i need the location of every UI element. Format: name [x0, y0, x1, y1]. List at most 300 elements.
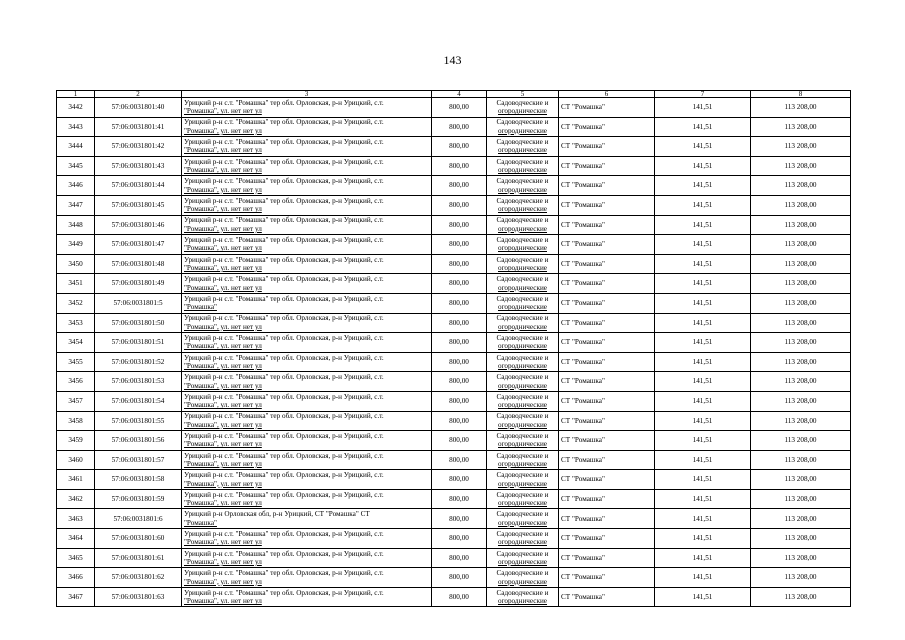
address-line-2: "Ромашка", ул. нет нет ул: [184, 283, 262, 292]
area-cell: 800,00: [432, 470, 487, 490]
land-use-line-2: огороднические: [498, 538, 547, 547]
owner-cell: СТ "Ромашка": [559, 117, 655, 137]
owner-cell: СТ "Ромашка": [559, 529, 655, 549]
land-use-line-2: огороднические: [498, 224, 547, 233]
rate-cell: 141,51: [655, 372, 751, 392]
address-cell: [182, 548, 432, 568]
row-number-cell: 3459: [57, 431, 95, 451]
table-row: [57, 391, 851, 411]
address-cell: [182, 117, 432, 137]
land-use-cell: [487, 98, 559, 118]
row-number-cell: 3442: [57, 98, 95, 118]
land-use-line-1: Садоводческие и: [496, 216, 549, 225]
address-cell: [182, 254, 432, 274]
cadastral-number-cell: 57:06:0031801:60: [95, 529, 182, 549]
area-cell: 800,00: [432, 352, 487, 372]
land-use-line-2: огороднические: [498, 322, 547, 331]
land-use-cell: [487, 235, 559, 255]
area-cell: 800,00: [432, 176, 487, 196]
address-line-1: Урицкий р-н с.т. "Ромашка" тер обл. Орловская, р-н Урицкий, с.т.: [184, 588, 384, 597]
land-use-line-1: Садоводческие и: [496, 118, 549, 127]
address-line-2: "Ромашка", ул. нет нет ул: [184, 322, 262, 331]
value-cell: 113 208,00: [751, 176, 851, 196]
table-body: [57, 98, 851, 607]
rate-cell: 141,51: [655, 215, 751, 235]
cadastral-number-cell: 57:06:0031801:56: [95, 431, 182, 451]
owner-cell: СТ "Ромашка": [559, 372, 655, 392]
land-use-cell: [487, 450, 559, 470]
table-row: [57, 411, 851, 431]
rate-cell: 141,51: [655, 548, 751, 568]
cadastral-number-cell: 57:06:0031801:63: [95, 587, 182, 607]
table-row: [57, 529, 851, 549]
address-line-2: "Ромашка", ул. нет нет ул: [184, 401, 262, 410]
rate-cell: 141,51: [655, 587, 751, 607]
address-cell: [182, 235, 432, 255]
value-cell: 113 208,00: [751, 333, 851, 353]
rate-cell: 141,51: [655, 352, 751, 372]
value-cell: 113 208,00: [751, 313, 851, 333]
address-cell: [182, 274, 432, 294]
address-line-2: "Ромашка", ул. нет нет ул: [184, 244, 262, 253]
address-cell: [182, 411, 432, 431]
land-use-line-1: Садоводческие и: [496, 471, 549, 480]
value-cell: 113 208,00: [751, 587, 851, 607]
land-use-line-1: Садоводческие и: [496, 549, 549, 558]
land-use-line-2: огороднические: [498, 479, 547, 488]
cadastral-number-cell: 57:06:0031801:42: [95, 137, 182, 157]
land-use-cell: [487, 391, 559, 411]
row-number-cell: 3464: [57, 529, 95, 549]
rate-cell: 141,51: [655, 568, 751, 588]
area-cell: 800,00: [432, 568, 487, 588]
owner-cell: СТ "Ромашка": [559, 431, 655, 451]
land-use-line-2: огороднические: [498, 597, 547, 606]
area-cell: 800,00: [432, 156, 487, 176]
table-row: [57, 568, 851, 588]
value-cell: 113 208,00: [751, 137, 851, 157]
land-use-line-1: Садоводческие и: [496, 294, 549, 303]
land-use-cell: [487, 587, 559, 607]
area-cell: 800,00: [432, 98, 487, 118]
land-use-line-1: Садоводческие и: [496, 412, 549, 421]
address-line-2: "Ромашка", ул. нет нет ул: [184, 264, 262, 273]
row-number-cell: 3445: [57, 156, 95, 176]
value-cell: 113 208,00: [751, 98, 851, 118]
owner-cell: СТ "Ромашка": [559, 587, 655, 607]
column-header: 1: [57, 91, 95, 98]
rate-cell: 141,51: [655, 313, 751, 333]
rate-cell: 141,51: [655, 117, 751, 137]
table-row: [57, 156, 851, 176]
address-line-2: "Ромашка", ул. нет нет ул: [184, 224, 262, 233]
land-use-line-2: огороднические: [498, 283, 547, 292]
address-line-2: "Ромашка", ул. нет нет ул: [184, 538, 262, 547]
column-header: 7: [655, 91, 751, 98]
row-number-cell: 3455: [57, 352, 95, 372]
address-line-1: Урицкий р-н с.т. "Ромашка" тер обл. Орловская, р-н Урицкий, с.т.: [184, 471, 384, 480]
area-cell: 800,00: [432, 274, 487, 294]
land-use-line-2: огороднические: [498, 440, 547, 449]
address-cell: [182, 195, 432, 215]
rate-cell: 141,51: [655, 411, 751, 431]
owner-cell: СТ "Ромашка": [559, 293, 655, 313]
row-number-cell: 3458: [57, 411, 95, 431]
cadastral-number-cell: 57:06:0031801:51: [95, 333, 182, 353]
owner-cell: СТ "Ромашка": [559, 176, 655, 196]
table-row: [57, 548, 851, 568]
land-use-line-1: Садоводческие и: [496, 236, 549, 245]
address-line-2: "Ромашка", ул. нет нет ул: [184, 459, 262, 468]
owner-cell: СТ "Ромашка": [559, 509, 655, 529]
address-cell: [182, 333, 432, 353]
land-use-cell: [487, 509, 559, 529]
column-number-row: [57, 91, 851, 98]
address-line-2: "Ромашка", ул. нет нет ул: [184, 577, 262, 586]
value-cell: 113 208,00: [751, 235, 851, 255]
owner-cell: СТ "Ромашка": [559, 352, 655, 372]
column-header: 8: [751, 91, 851, 98]
rate-cell: 141,51: [655, 98, 751, 118]
land-use-line-1: Садоводческие и: [496, 275, 549, 284]
cadastral-number-cell: 57:06:0031801:61: [95, 548, 182, 568]
land-use-line-2: огороднические: [498, 557, 547, 566]
land-use-line-2: огороднические: [498, 126, 547, 135]
land-use-line-1: Садоводческие и: [496, 353, 549, 362]
row-number-cell: 3451: [57, 274, 95, 294]
row-number-cell: 3448: [57, 215, 95, 235]
value-cell: 113 208,00: [751, 470, 851, 490]
rate-cell: 141,51: [655, 391, 751, 411]
owner-cell: СТ "Ромашка": [559, 235, 655, 255]
table-row: [57, 587, 851, 607]
area-cell: 800,00: [432, 117, 487, 137]
land-use-cell: [487, 117, 559, 137]
land-use-line-1: Садоводческие и: [496, 529, 549, 538]
rate-cell: 141,51: [655, 431, 751, 451]
address-line-1: Урицкий р-н с.т. "Ромашка" тер обл. Орловская, р-н Урицкий, с.т.: [184, 353, 384, 362]
address-line-1: Урицкий р-н с.т. "Ромашка" тер обл. Орловская, р-н Урицкий, с.т.: [184, 549, 384, 558]
area-cell: 800,00: [432, 215, 487, 235]
address-line-2: "Ромашка", ул. нет нет ул: [184, 499, 262, 508]
land-use-line-2: огороднические: [498, 459, 547, 468]
address-cell: [182, 137, 432, 157]
land-use-line-1: Садоводческие и: [496, 157, 549, 166]
land-use-line-2: огороднические: [498, 577, 547, 586]
land-use-cell: [487, 176, 559, 196]
value-cell: 113 208,00: [751, 274, 851, 294]
row-number-cell: 3460: [57, 450, 95, 470]
land-use-cell: [487, 470, 559, 490]
land-use-line-2: огороднические: [498, 381, 547, 390]
area-cell: 800,00: [432, 509, 487, 529]
land-use-line-1: Садоводческие и: [496, 451, 549, 460]
address-line-1: Урицкий р-н с.т. "Ромашка" тер обл. Орловская, р-н Урицкий, с.т.: [184, 157, 384, 166]
land-use-line-1: Садоводческие и: [496, 490, 549, 499]
land-use-line-1: Садоводческие и: [496, 431, 549, 440]
land-use-line-2: огороднические: [498, 146, 547, 155]
address-cell: [182, 98, 432, 118]
value-cell: 113 208,00: [751, 254, 851, 274]
owner-cell: СТ "Ромашка": [559, 137, 655, 157]
address-line-2: "Ромашка", ул. нет нет ул: [184, 597, 262, 606]
table-row: [57, 313, 851, 333]
area-cell: 800,00: [432, 195, 487, 215]
value-cell: 113 208,00: [751, 293, 851, 313]
land-use-cell: [487, 313, 559, 333]
value-cell: 113 208,00: [751, 411, 851, 431]
owner-cell: СТ "Ромашка": [559, 156, 655, 176]
value-cell: 113 208,00: [751, 568, 851, 588]
area-cell: 800,00: [432, 587, 487, 607]
row-number-cell: 3465: [57, 548, 95, 568]
land-use-line-1: Садоводческие и: [496, 255, 549, 264]
address-line-1: Урицкий р-н с.т. "Ромашка" тер обл. Орловская, р-н Урицкий, с.т.: [184, 98, 384, 107]
land-use-line-2: огороднические: [498, 342, 547, 351]
row-number-cell: 3454: [57, 333, 95, 353]
land-use-cell: [487, 195, 559, 215]
address-line-2: "Ромашка", ул. нет нет ул: [184, 557, 262, 566]
table-row: [57, 137, 851, 157]
table-row: [57, 450, 851, 470]
row-number-cell: 3461: [57, 470, 95, 490]
cadastral-number-cell: 57:06:0031801:5: [95, 293, 182, 313]
column-header: 6: [559, 91, 655, 98]
row-number-cell: 3467: [57, 587, 95, 607]
address-cell: [182, 156, 432, 176]
cadastral-number-cell: 57:06:0031801:47: [95, 235, 182, 255]
land-use-cell: [487, 352, 559, 372]
row-number-cell: 3462: [57, 489, 95, 509]
cadastral-number-cell: 57:06:0031801:45: [95, 195, 182, 215]
table-row: [57, 98, 851, 118]
land-use-line-1: Садоводческие и: [496, 334, 549, 343]
land-use-cell: [487, 548, 559, 568]
address-line-2: "Ромашка", ул. нет нет ул: [184, 146, 262, 155]
address-line-2: "Ромашка", ул. нет нет ул: [184, 166, 262, 175]
table-row: [57, 509, 851, 529]
cadastral-number-cell: 57:06:0031801:40: [95, 98, 182, 118]
value-cell: 113 208,00: [751, 391, 851, 411]
address-cell: [182, 176, 432, 196]
table-row: [57, 235, 851, 255]
row-number-cell: 3452: [57, 293, 95, 313]
rate-cell: 141,51: [655, 470, 751, 490]
address-line-1: Урицкий р-н с.т. "Ромашка" тер обл. Орловская, р-н Урицкий, с.т.: [184, 275, 384, 284]
value-cell: 113 208,00: [751, 489, 851, 509]
owner-cell: СТ "Ромашка": [559, 548, 655, 568]
land-use-line-2: огороднические: [498, 244, 547, 253]
address-line-1: Урицкий р-н с.т. "Ромашка" тер обл. Орловская, р-н Урицкий, с.т.: [184, 216, 384, 225]
column-header: 4: [432, 91, 487, 98]
area-cell: 800,00: [432, 293, 487, 313]
owner-cell: СТ "Ромашка": [559, 450, 655, 470]
value-cell: 113 208,00: [751, 450, 851, 470]
rate-cell: 141,51: [655, 274, 751, 294]
land-use-line-2: огороднические: [498, 185, 547, 194]
cadastral-number-cell: 57:06:0031801:44: [95, 176, 182, 196]
cadastral-number-cell: 57:06:0031801:57: [95, 450, 182, 470]
address-cell: [182, 313, 432, 333]
land-use-line-2: огороднические: [498, 166, 547, 175]
address-cell: [182, 489, 432, 509]
table-row: [57, 352, 851, 372]
value-cell: 113 208,00: [751, 195, 851, 215]
address-line-2: "Ромашка", ул. нет нет ул: [184, 107, 262, 116]
land-use-cell: [487, 137, 559, 157]
rate-cell: 141,51: [655, 450, 751, 470]
row-number-cell: 3453: [57, 313, 95, 333]
owner-cell: СТ "Ромашка": [559, 470, 655, 490]
cadastral-number-cell: 57:06:0031801:62: [95, 568, 182, 588]
row-number-cell: 3444: [57, 137, 95, 157]
address-line-1: Урицкий р-н с.т. "Ромашка" тер обл. Орловская, р-н Урицкий, с.т.: [184, 431, 384, 440]
address-cell: [182, 431, 432, 451]
value-cell: 113 208,00: [751, 352, 851, 372]
area-cell: 800,00: [432, 137, 487, 157]
address-cell: [182, 450, 432, 470]
address-line-1: Урицкий р-н с.т. "Ромашка" тер обл. Орловская, р-н Урицкий, с.т.: [184, 314, 384, 323]
land-use-line-1: Садоводческие и: [496, 98, 549, 107]
address-cell: [182, 509, 432, 529]
address-line-1: Урицкий р-н с.т. "Ромашка" тер обл. Орловская, р-н Урицкий, с.т.: [184, 255, 384, 264]
row-number-cell: 3457: [57, 391, 95, 411]
column-header: 3: [182, 91, 432, 98]
row-number-cell: 3443: [57, 117, 95, 137]
rate-cell: 141,51: [655, 333, 751, 353]
table-row: [57, 195, 851, 215]
address-cell: [182, 568, 432, 588]
area-cell: 800,00: [432, 489, 487, 509]
table-row: [57, 176, 851, 196]
land-use-cell: [487, 274, 559, 294]
cadastral-number-cell: 57:06:0031801:41: [95, 117, 182, 137]
row-number-cell: 3463: [57, 509, 95, 529]
address-line-1: Урицкий р-н с.т. "Ромашка" тер обл. Орловская, р-н Урицкий, с.т.: [184, 236, 384, 245]
row-number-cell: 3456: [57, 372, 95, 392]
address-line-2: "Ромашка", ул. нет нет ул: [184, 205, 262, 214]
land-use-cell: [487, 489, 559, 509]
land-use-line-2: огороднические: [498, 303, 547, 312]
address-line-1: Урицкий р-н с.т. "Ромашка" тер обл. Орловская, р-н Урицкий, с.т.: [184, 118, 384, 127]
owner-cell: СТ "Ромашка": [559, 333, 655, 353]
value-cell: 113 208,00: [751, 529, 851, 549]
address-line-2: "Ромашка", ул. нет нет ул: [184, 479, 262, 488]
rate-cell: 141,51: [655, 156, 751, 176]
address-line-1: Урицкий р-н с.т. "Ромашка" тер обл. Орловская, р-н Урицкий, с.т.: [184, 138, 384, 147]
table-row: [57, 470, 851, 490]
area-cell: 800,00: [432, 333, 487, 353]
owner-cell: СТ "Ромашка": [559, 568, 655, 588]
cadastral-number-cell: 57:06:0031801:48: [95, 254, 182, 274]
value-cell: 113 208,00: [751, 431, 851, 451]
row-number-cell: 3450: [57, 254, 95, 274]
address-line-2: "Ромашка", ул. нет нет ул: [184, 185, 262, 194]
address-line-2: "Ромашка", ул. нет нет ул: [184, 362, 262, 371]
row-number-cell: 3447: [57, 195, 95, 215]
address-cell: [182, 470, 432, 490]
cadastral-number-cell: 57:06:0031801:52: [95, 352, 182, 372]
land-use-line-1: Садоводческие и: [496, 569, 549, 578]
address-line-1: Урицкий р-н с.т. "Ромашка" тер обл. Орловская, р-н Урицкий, с.т.: [184, 177, 384, 186]
table-row: [57, 215, 851, 235]
land-plot-register-table: [56, 90, 851, 607]
cadastral-number-cell: 57:06:0031801:50: [95, 313, 182, 333]
address-line-1: Урицкий р-н с.т. "Ромашка" тер обл. Орловская, р-н Урицкий, с.т.: [184, 373, 384, 382]
land-use-line-2: огороднические: [498, 362, 547, 371]
land-use-cell: [487, 215, 559, 235]
rate-cell: 141,51: [655, 529, 751, 549]
rate-cell: 141,51: [655, 293, 751, 313]
owner-cell: СТ "Ромашка": [559, 489, 655, 509]
table-row: [57, 293, 851, 313]
owner-cell: СТ "Ромашка": [559, 313, 655, 333]
address-line-2: "Ромашка": [184, 303, 217, 312]
address-line-2: "Ромашка", ул. нет нет ул: [184, 381, 262, 390]
land-use-cell: [487, 254, 559, 274]
row-number-cell: 3449: [57, 235, 95, 255]
land-use-line-2: огороднические: [498, 518, 547, 527]
owner-cell: СТ "Ромашка": [559, 274, 655, 294]
area-cell: 800,00: [432, 372, 487, 392]
column-header: 2: [95, 91, 182, 98]
area-cell: 800,00: [432, 313, 487, 333]
land-use-cell: [487, 411, 559, 431]
address-cell: [182, 215, 432, 235]
cadastral-number-cell: 57:06:0031801:46: [95, 215, 182, 235]
rate-cell: 141,51: [655, 235, 751, 255]
land-use-line-1: Садоводческие и: [496, 392, 549, 401]
address-line-2: "Ромашка", ул. нет нет ул: [184, 440, 262, 449]
cadastral-number-cell: 57:06:0031801:53: [95, 372, 182, 392]
owner-cell: СТ "Ромашка": [559, 195, 655, 215]
cadastral-number-cell: 57:06:0031801:6: [95, 509, 182, 529]
value-cell: 113 208,00: [751, 215, 851, 235]
land-use-line-2: огороднические: [498, 107, 547, 116]
owner-cell: СТ "Ромашка": [559, 98, 655, 118]
area-cell: 800,00: [432, 411, 487, 431]
address-line-1: Урицкий р-н с.т. "Ромашка" тер обл. Орловская, р-н Урицкий, с.т.: [184, 490, 384, 499]
address-cell: [182, 529, 432, 549]
land-use-cell: [487, 156, 559, 176]
address-line-1: Урицкий р-н с.т. "Ромашка" тер обл. Орловская, р-н Урицкий, с.т.: [184, 569, 384, 578]
table-row: [57, 372, 851, 392]
rate-cell: 141,51: [655, 489, 751, 509]
land-use-cell: [487, 333, 559, 353]
land-use-line-1: Садоводческие и: [496, 138, 549, 147]
address-cell: [182, 293, 432, 313]
address-cell: [182, 587, 432, 607]
table-row: [57, 489, 851, 509]
row-number-cell: 3466: [57, 568, 95, 588]
cadastral-number-cell: 57:06:0031801:49: [95, 274, 182, 294]
land-use-line-1: Садоводческие и: [496, 314, 549, 323]
rate-cell: 141,51: [655, 137, 751, 157]
address-cell: [182, 391, 432, 411]
value-cell: 113 208,00: [751, 548, 851, 568]
address-line-2: "Ромашка": [184, 518, 217, 527]
rate-cell: 141,51: [655, 195, 751, 215]
area-cell: 800,00: [432, 254, 487, 274]
address-line-1: Урицкий р-н с.т. "Ромашка" тер обл. Орловская, р-н Урицкий, с.т.: [184, 529, 384, 538]
cadastral-number-cell: 57:06:0031801:59: [95, 489, 182, 509]
land-use-cell: [487, 529, 559, 549]
table-row: [57, 254, 851, 274]
land-use-line-2: огороднические: [498, 420, 547, 429]
address-cell: [182, 352, 432, 372]
value-cell: 113 208,00: [751, 509, 851, 529]
address-line-1: Урицкий р-н с.т. "Ромашка" тер обл. Орловская, р-н Урицкий, с.т.: [184, 451, 384, 460]
